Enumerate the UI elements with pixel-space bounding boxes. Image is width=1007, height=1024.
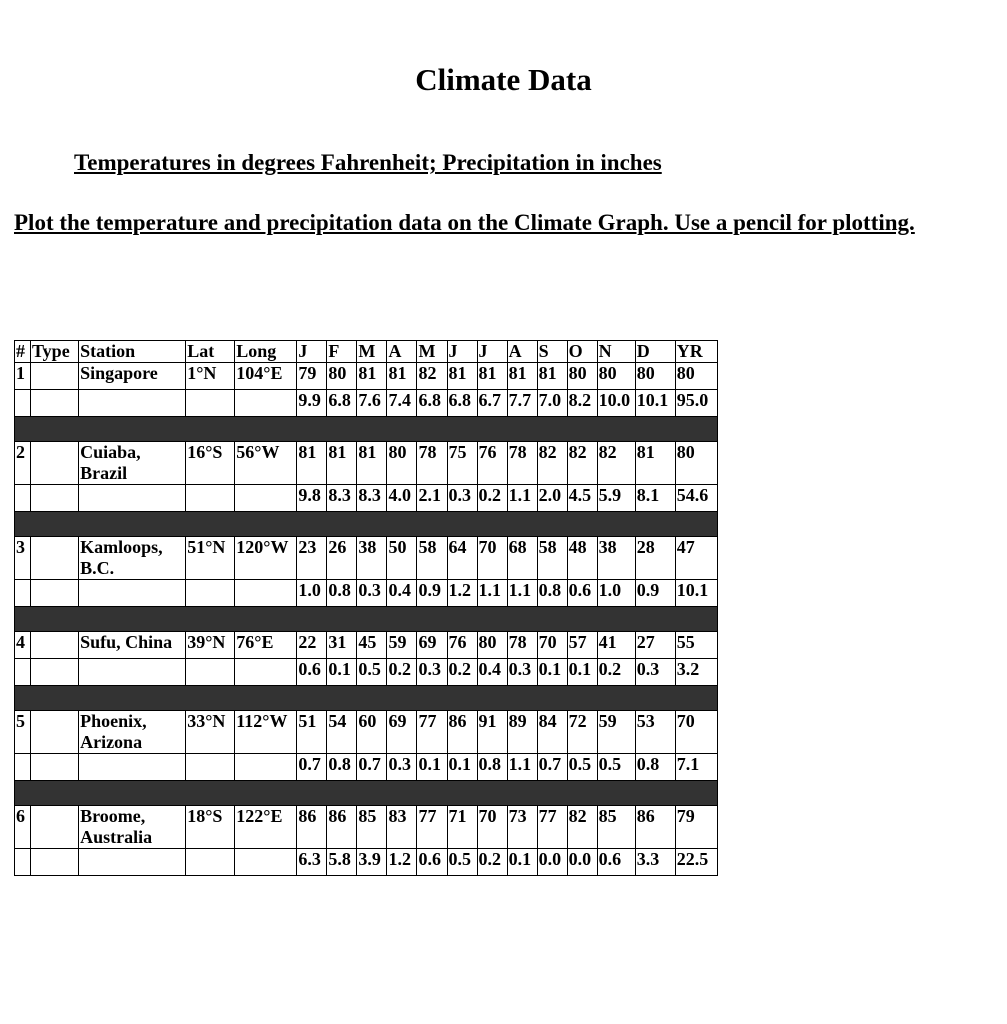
header-cell: Type [31, 341, 79, 363]
precipitation-cell: 7.0 [537, 390, 567, 417]
precipitation-cell: 7.4 [387, 390, 417, 417]
precipitation-cell: 6.8 [417, 390, 447, 417]
precipitation-cell: 7.1 [675, 754, 717, 781]
precipitation-row [15, 390, 718, 417]
temperature-cell: 80 [675, 363, 717, 390]
precipitation-cell: 1.1 [477, 580, 507, 607]
temperature-row [15, 711, 718, 754]
header-cell: # [15, 341, 31, 363]
temperature-cell: 82 [567, 806, 597, 849]
temperature-cell: 28 [635, 537, 675, 580]
precipitation-cell: 0.1 [537, 659, 567, 686]
temperature-cell: 89 [507, 711, 537, 754]
station-long: 112°W [235, 711, 297, 754]
precipitation-cell: 0.3 [387, 754, 417, 781]
empty-cell [31, 485, 79, 512]
units-subtitle: Temperatures in degrees Fahrenheit; Precipitation in inches [74, 150, 662, 175]
temperature-cell: 70 [477, 537, 507, 580]
empty-cell [235, 390, 297, 417]
temperature-cell: 82 [597, 442, 635, 485]
station-type [31, 537, 79, 580]
temperature-cell: 58 [417, 537, 447, 580]
precipitation-cell: 0.3 [357, 580, 387, 607]
temperature-cell: 69 [387, 711, 417, 754]
temperature-cell: 72 [567, 711, 597, 754]
empty-cell [79, 659, 186, 686]
temperature-cell: 84 [537, 711, 567, 754]
temperature-cell: 80 [387, 442, 417, 485]
empty-cell [186, 485, 235, 512]
precipitation-cell: 0.8 [327, 580, 357, 607]
precipitation-cell: 0.0 [537, 849, 567, 876]
station-number: 6 [15, 806, 31, 849]
precipitation-cell: 0.5 [567, 754, 597, 781]
header-cell: O [567, 341, 597, 363]
climate-data-table [14, 340, 718, 876]
page-title: Climate Data [415, 62, 592, 97]
temperature-cell: 80 [477, 632, 507, 659]
precipitation-cell: 1.1 [507, 485, 537, 512]
table-body [15, 341, 718, 876]
precipitation-cell: 0.2 [387, 659, 417, 686]
station-lat: 33°N [186, 711, 235, 754]
precipitation-row [15, 580, 718, 607]
header-cell: Station [79, 341, 186, 363]
empty-cell [186, 849, 235, 876]
temperature-row [15, 537, 718, 580]
precipitation-cell: 6.8 [447, 390, 477, 417]
header-cell: D [635, 341, 675, 363]
temperature-cell: 81 [507, 363, 537, 390]
precipitation-cell: 3.3 [635, 849, 675, 876]
precipitation-cell: 95.0 [675, 390, 717, 417]
empty-cell [15, 659, 31, 686]
temperature-cell: 75 [447, 442, 477, 485]
precipitation-cell: 0.7 [537, 754, 567, 781]
header-cell: A [507, 341, 537, 363]
temperature-cell: 80 [597, 363, 635, 390]
temperature-cell: 47 [675, 537, 717, 580]
precipitation-cell: 1.1 [507, 754, 537, 781]
station-long: 76°E [235, 632, 297, 659]
precipitation-cell: 9.9 [297, 390, 327, 417]
precipitation-cell: 8.1 [635, 485, 675, 512]
empty-cell [31, 659, 79, 686]
station-number: 4 [15, 632, 31, 659]
empty-cell [235, 580, 297, 607]
header-cell: J [297, 341, 327, 363]
header-cell: M [417, 341, 447, 363]
temperature-cell: 80 [635, 363, 675, 390]
precipitation-cell: 9.8 [297, 485, 327, 512]
precipitation-cell: 10.1 [675, 580, 717, 607]
temperature-cell: 59 [387, 632, 417, 659]
station-lat: 39°N [186, 632, 235, 659]
precipitation-cell: 7.6 [357, 390, 387, 417]
temperature-cell: 80 [567, 363, 597, 390]
precipitation-cell: 5.8 [327, 849, 357, 876]
temperature-cell: 80 [327, 363, 357, 390]
separator-row [15, 417, 718, 442]
precipitation-cell: 0.8 [537, 580, 567, 607]
precipitation-cell: 1.0 [297, 580, 327, 607]
separator-cell [15, 512, 718, 537]
separator-row [15, 512, 718, 537]
temperature-cell: 55 [675, 632, 717, 659]
temperature-cell: 38 [597, 537, 635, 580]
temperature-cell: 41 [597, 632, 635, 659]
header-cell: Lat [186, 341, 235, 363]
temperature-row [15, 806, 718, 849]
temperature-cell: 38 [357, 537, 387, 580]
header-cell: A [387, 341, 417, 363]
temperature-cell: 81 [477, 363, 507, 390]
station-name: Broome, Australia [79, 806, 186, 849]
empty-cell [15, 390, 31, 417]
temperature-cell: 27 [635, 632, 675, 659]
temperature-cell: 23 [297, 537, 327, 580]
temperature-cell: 81 [297, 442, 327, 485]
precipitation-cell: 0.7 [357, 754, 387, 781]
precipitation-cell: 6.8 [327, 390, 357, 417]
precipitation-cell: 0.8 [635, 754, 675, 781]
temperature-cell: 78 [417, 442, 447, 485]
empty-cell [15, 849, 31, 876]
temperature-cell: 85 [357, 806, 387, 849]
station-number: 3 [15, 537, 31, 580]
precipitation-cell: 0.3 [507, 659, 537, 686]
precipitation-cell: 0.1 [417, 754, 447, 781]
temperature-cell: 80 [675, 442, 717, 485]
station-lat: 16°S [186, 442, 235, 485]
precipitation-cell: 0.1 [327, 659, 357, 686]
precipitation-cell: 6.3 [297, 849, 327, 876]
station-long: 56°W [235, 442, 297, 485]
precipitation-cell: 0.9 [417, 580, 447, 607]
header-cell: S [537, 341, 567, 363]
header-cell: YR [675, 341, 717, 363]
temperature-cell: 77 [417, 711, 447, 754]
empty-cell [31, 754, 79, 781]
precipitation-cell: 8.2 [567, 390, 597, 417]
station-lat: 51°N [186, 537, 235, 580]
station-lat: 18°S [186, 806, 235, 849]
separator-cell [15, 686, 718, 711]
empty-cell [15, 485, 31, 512]
empty-cell [31, 849, 79, 876]
temperature-cell: 81 [447, 363, 477, 390]
header-cell: Long [235, 341, 297, 363]
precipitation-cell: 10.1 [635, 390, 675, 417]
precipitation-row [15, 485, 718, 512]
header-cell: J [447, 341, 477, 363]
precipitation-cell: 5.9 [597, 485, 635, 512]
temperature-cell: 69 [417, 632, 447, 659]
temperature-cell: 79 [297, 363, 327, 390]
empty-cell [79, 485, 186, 512]
empty-cell [31, 390, 79, 417]
temperature-cell: 70 [537, 632, 567, 659]
precipitation-cell: 10.0 [597, 390, 635, 417]
empty-cell [186, 580, 235, 607]
precipitation-cell: 54.6 [675, 485, 717, 512]
station-name: Cuiaba, Brazil [79, 442, 186, 485]
station-type [31, 363, 79, 390]
empty-cell [235, 659, 297, 686]
temperature-cell: 85 [597, 806, 635, 849]
station-name: Sufu, China [79, 632, 186, 659]
temperature-cell: 78 [507, 632, 537, 659]
empty-cell [15, 580, 31, 607]
temperature-cell: 26 [327, 537, 357, 580]
header-cell: J [477, 341, 507, 363]
temperature-cell: 76 [447, 632, 477, 659]
temperature-cell: 76 [477, 442, 507, 485]
separator-row [15, 686, 718, 711]
temperature-cell: 82 [537, 442, 567, 485]
header-cell: F [327, 341, 357, 363]
temperature-cell: 81 [635, 442, 675, 485]
temperature-cell: 86 [297, 806, 327, 849]
temperature-row [15, 442, 718, 485]
precipitation-cell: 7.7 [507, 390, 537, 417]
empty-cell [235, 485, 297, 512]
precipitation-cell: 0.8 [477, 754, 507, 781]
temperature-cell: 59 [597, 711, 635, 754]
precipitation-cell: 6.7 [477, 390, 507, 417]
precipitation-cell: 1.0 [597, 580, 635, 607]
precipitation-cell: 1.2 [447, 580, 477, 607]
precipitation-cell: 1.2 [387, 849, 417, 876]
temperature-cell: 81 [537, 363, 567, 390]
temperature-cell: 77 [537, 806, 567, 849]
precipitation-cell: 1.1 [507, 580, 537, 607]
empty-cell [79, 849, 186, 876]
empty-cell [186, 754, 235, 781]
precipitation-cell: 0.6 [417, 849, 447, 876]
precipitation-cell: 3.2 [675, 659, 717, 686]
temperature-cell: 57 [567, 632, 597, 659]
precipitation-cell: 0.8 [327, 754, 357, 781]
temperature-cell: 22 [297, 632, 327, 659]
temperature-cell: 86 [447, 711, 477, 754]
temperature-cell: 79 [675, 806, 717, 849]
empty-cell [186, 390, 235, 417]
precipitation-cell: 0.9 [635, 580, 675, 607]
precipitation-cell: 0.7 [297, 754, 327, 781]
temperature-cell: 83 [387, 806, 417, 849]
temperature-cell: 81 [357, 442, 387, 485]
empty-cell [235, 849, 297, 876]
precipitation-cell: 3.9 [357, 849, 387, 876]
temperature-row [15, 632, 718, 659]
precipitation-row [15, 849, 718, 876]
separator-cell [15, 781, 718, 806]
temperature-cell: 71 [447, 806, 477, 849]
precipitation-cell: 0.5 [447, 849, 477, 876]
precipitation-cell: 0.4 [477, 659, 507, 686]
precipitation-row [15, 659, 718, 686]
temperature-cell: 86 [327, 806, 357, 849]
precipitation-cell: 8.3 [327, 485, 357, 512]
station-type [31, 711, 79, 754]
station-type [31, 806, 79, 849]
temperature-cell: 50 [387, 537, 417, 580]
station-name: Kamloops, B.C. [79, 537, 186, 580]
temperature-cell: 81 [387, 363, 417, 390]
precipitation-cell: 0.3 [635, 659, 675, 686]
temperature-cell: 70 [675, 711, 717, 754]
station-number: 1 [15, 363, 31, 390]
precipitation-cell: 0.1 [447, 754, 477, 781]
station-long: 122°E [235, 806, 297, 849]
temperature-cell: 53 [635, 711, 675, 754]
empty-cell [79, 580, 186, 607]
temperature-cell: 31 [327, 632, 357, 659]
temperature-cell: 58 [537, 537, 567, 580]
temperature-cell: 82 [567, 442, 597, 485]
temperature-cell: 81 [357, 363, 387, 390]
header-cell: N [597, 341, 635, 363]
precipitation-cell: 0.1 [507, 849, 537, 876]
station-long: 120°W [235, 537, 297, 580]
temperature-cell: 64 [447, 537, 477, 580]
empty-cell [235, 754, 297, 781]
temperature-cell: 54 [327, 711, 357, 754]
precipitation-row [15, 754, 718, 781]
temperature-cell: 73 [507, 806, 537, 849]
station-lat: 1°N [186, 363, 235, 390]
temperature-cell: 68 [507, 537, 537, 580]
precipitation-cell: 0.2 [597, 659, 635, 686]
empty-cell [79, 754, 186, 781]
precipitation-cell: 2.1 [417, 485, 447, 512]
temperature-cell: 51 [297, 711, 327, 754]
empty-cell [31, 580, 79, 607]
separator-row [15, 607, 718, 632]
precipitation-cell: 4.5 [567, 485, 597, 512]
empty-cell [79, 390, 186, 417]
station-number: 5 [15, 711, 31, 754]
temperature-cell: 45 [357, 632, 387, 659]
precipitation-cell: 0.1 [567, 659, 597, 686]
temperature-cell: 78 [507, 442, 537, 485]
empty-cell [15, 754, 31, 781]
empty-cell [186, 659, 235, 686]
precipitation-cell: 0.6 [567, 580, 597, 607]
temperature-cell: 48 [567, 537, 597, 580]
separator-cell [15, 607, 718, 632]
precipitation-cell: 0.5 [597, 754, 635, 781]
precipitation-cell: 0.2 [447, 659, 477, 686]
precipitation-cell: 2.0 [537, 485, 567, 512]
temperature-cell: 81 [327, 442, 357, 485]
temperature-cell: 82 [417, 363, 447, 390]
precipitation-cell: 0.2 [477, 849, 507, 876]
precipitation-cell: 8.3 [357, 485, 387, 512]
precipitation-cell: 0.6 [297, 659, 327, 686]
separator-cell [15, 417, 718, 442]
instructions-text: Plot the temperature and precipitation data on the Climate Graph. Use a pencil for plotting. [14, 210, 915, 235]
station-name: Phoenix, Arizona [79, 711, 186, 754]
precipitation-cell: 4.0 [387, 485, 417, 512]
precipitation-cell: 0.6 [597, 849, 635, 876]
table-header-row [15, 341, 718, 363]
header-cell: M [357, 341, 387, 363]
precipitation-cell: 0.0 [567, 849, 597, 876]
station-type [31, 442, 79, 485]
precipitation-cell: 0.4 [387, 580, 417, 607]
precipitation-cell: 0.3 [417, 659, 447, 686]
precipitation-cell: 22.5 [675, 849, 717, 876]
temperature-cell: 60 [357, 711, 387, 754]
station-long: 104°E [235, 363, 297, 390]
temperature-cell: 91 [477, 711, 507, 754]
precipitation-cell: 0.5 [357, 659, 387, 686]
separator-row [15, 781, 718, 806]
temperature-cell: 70 [477, 806, 507, 849]
precipitation-cell: 0.3 [447, 485, 477, 512]
temperature-cell: 77 [417, 806, 447, 849]
station-type [31, 632, 79, 659]
precipitation-cell: 0.2 [477, 485, 507, 512]
station-name: Singapore [79, 363, 186, 390]
temperature-cell: 86 [635, 806, 675, 849]
station-number: 2 [15, 442, 31, 485]
temperature-row [15, 363, 718, 390]
